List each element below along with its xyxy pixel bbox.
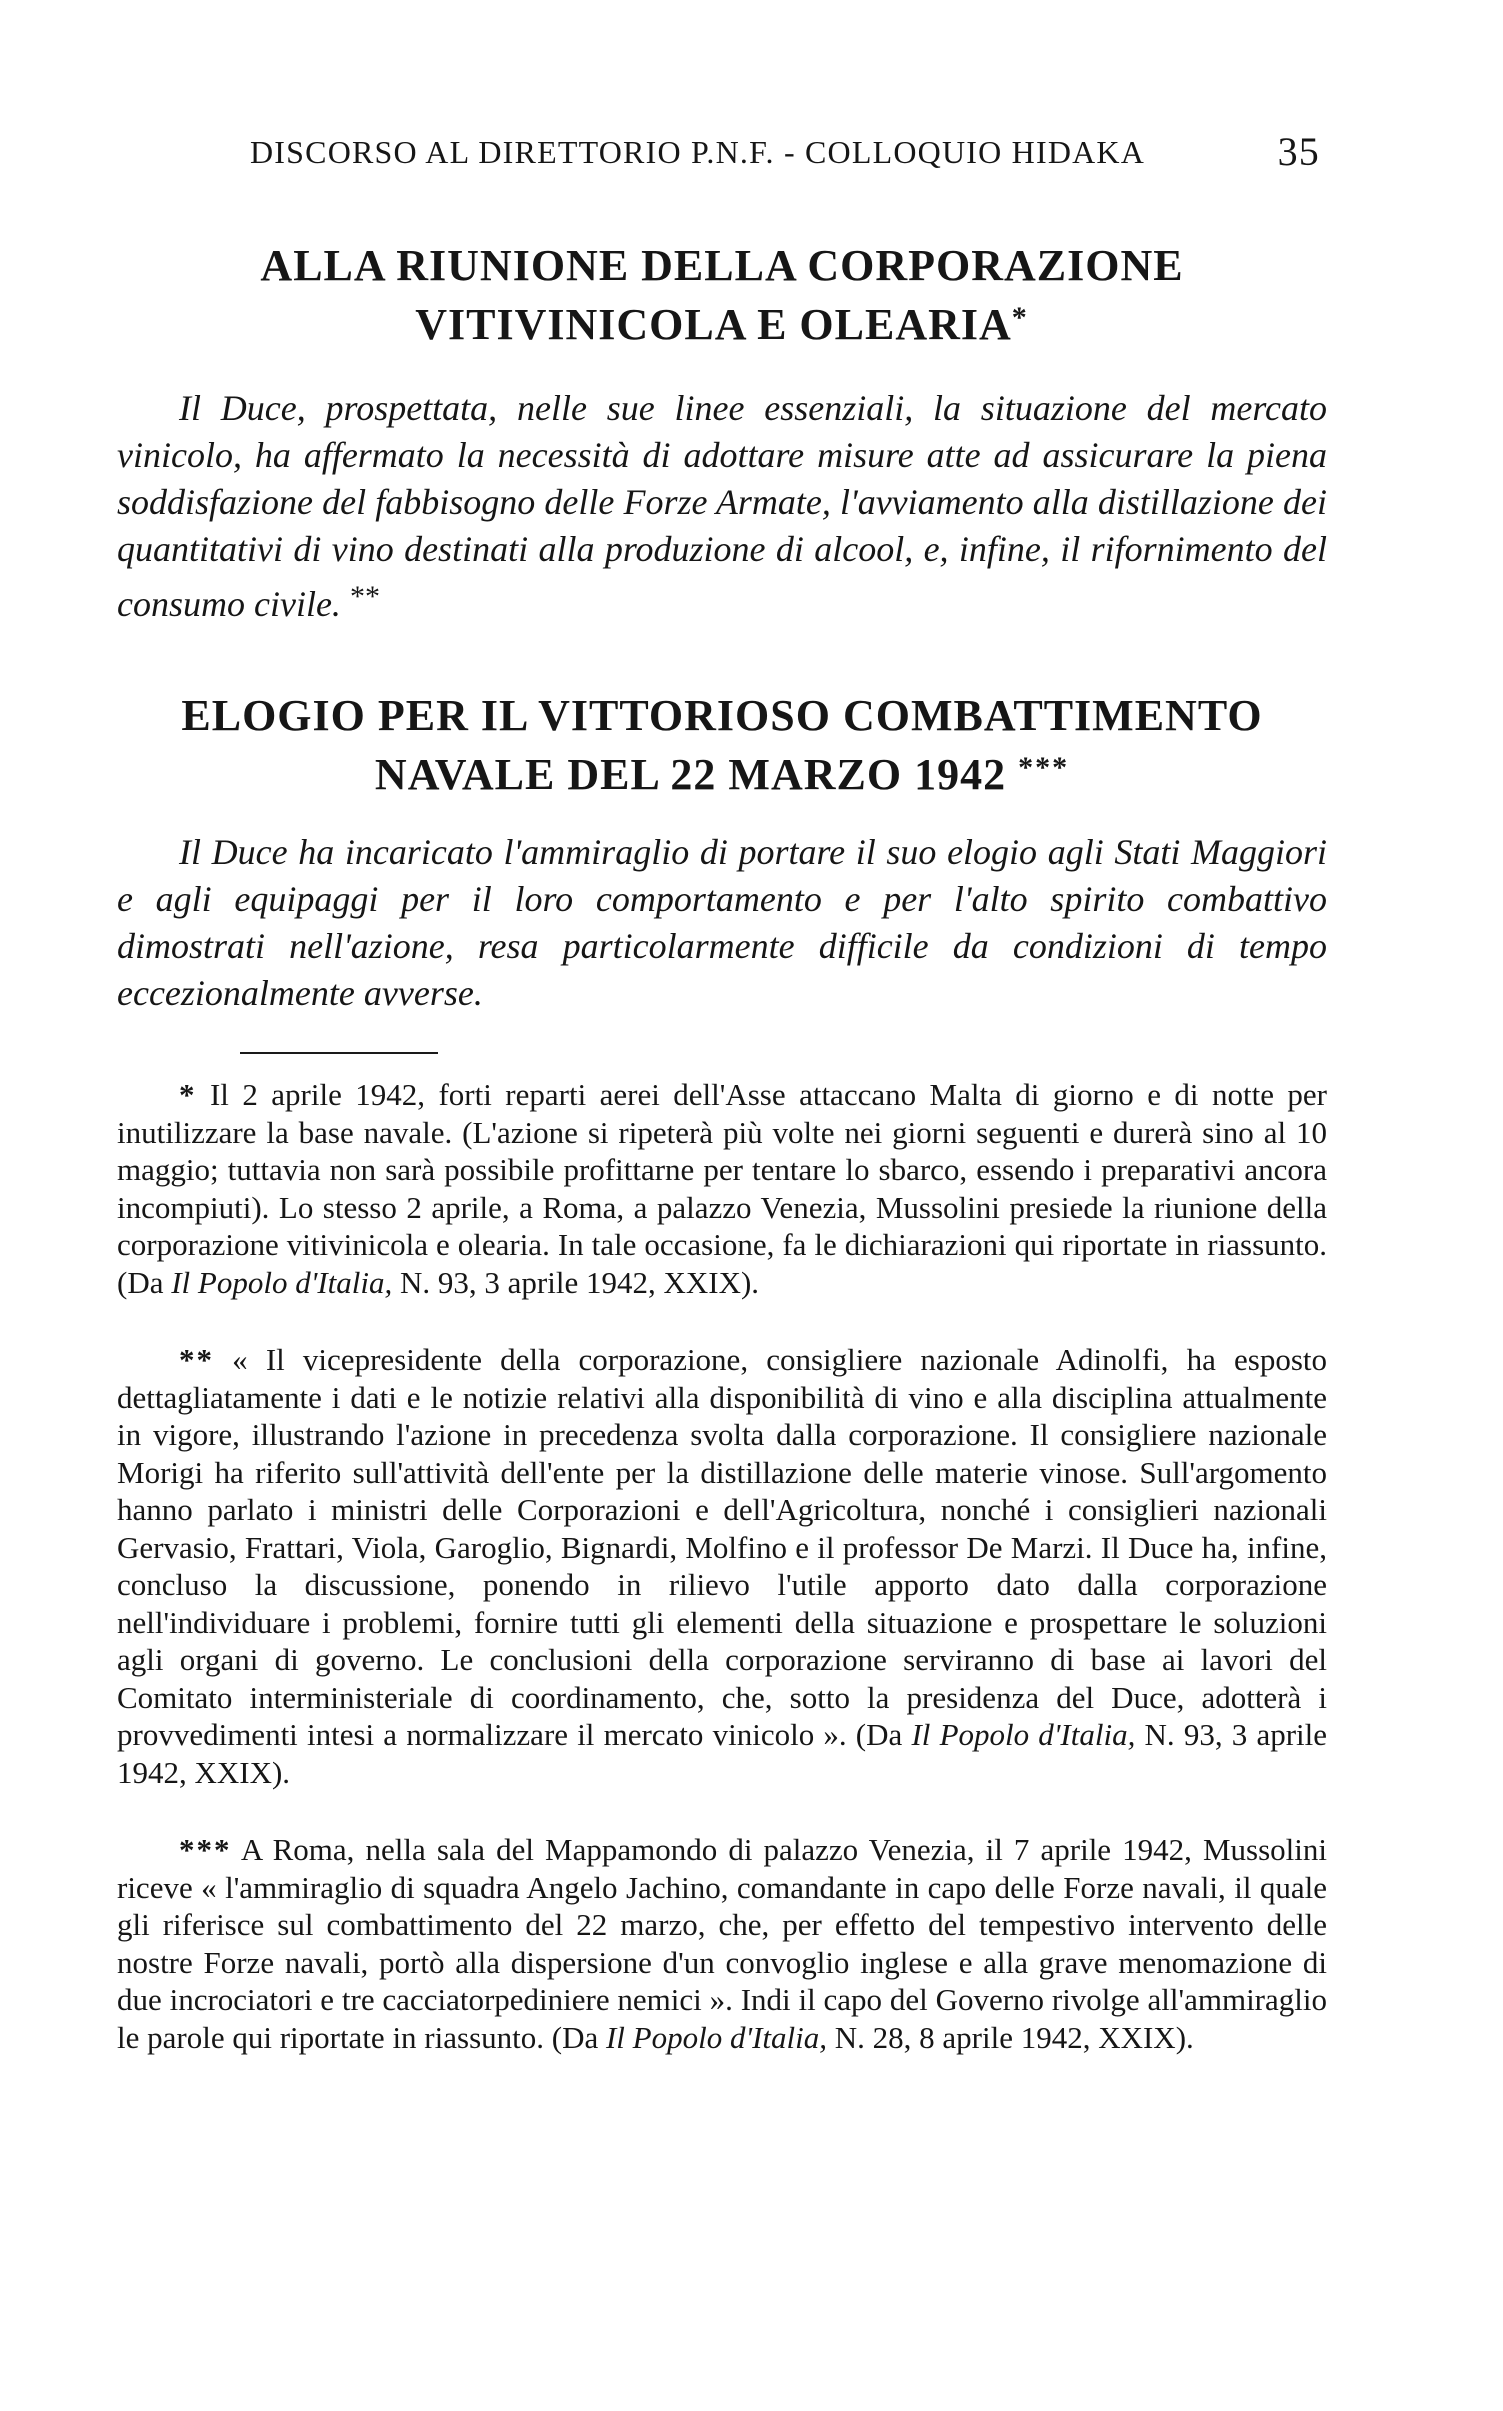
footnote	[117, 1341, 1327, 1791]
footnote-mark: *	[179, 1077, 197, 1112]
section-body	[117, 385, 1327, 628]
footnote-mark: **	[179, 1342, 214, 1377]
section-heading	[117, 690, 1327, 801]
body-text: Il Duce ha incaricato l'ammiraglio di portare il suo elogio agli Stati Maggiori e agli equipaggi per il loro comportamento e per l'alto spirito combattivo dimostrati nell'azione, resa particolarmente difficile da condizioni di tempo eccezionalmente avverse.	[117, 832, 1327, 1013]
section-heading	[117, 240, 1327, 351]
running-head	[250, 128, 1320, 178]
footnote-marker: **	[349, 580, 380, 613]
footnote-text: A Roma, nella sala del Mappamondo di palazzo Venezia, il 7 aprile 1942, Mussolini riceve « l'ammiraglio di squadra Angelo Jachino, comandante in capo delle Forze navali, il quale gli riferisce sul combattimento del 22 marzo, che, per effetto del tempestivo intervento delle nostre Forze navali, portò alla dispersione d'un convoglio inglese e alla grave menomazione di due incrociatori e tre cacciatorpediniere nemici ». Indi il capo del Governo rivolge all'ammiraglio le parole qui riportate in riassunto. (Da	[117, 1832, 1327, 2055]
page-number: 35	[1277, 129, 1320, 174]
footnote-tail: N. 93, 3 aprile 1942, XXIX).	[400, 1264, 760, 1300]
footnote-tail: N. 28, 8 aprile 1942, XXIX).	[834, 2019, 1194, 2055]
footnote-mark: ***	[179, 1832, 232, 1867]
section-elogio	[117, 690, 1327, 1017]
footnote-text: Il 2 aprile 1942, forti reparti aerei dell'Asse attaccano Malta di giorno e di notte per inutilizzare la base navale. (L'azione si ripeterà più volte nei giorni seguenti e durerà sino al 10 maggio; tuttavia non sarà possibile profittarne per tentare lo sbarco, essendo i preparativi ancora incompiuti). Lo stesso 2 aprile, a Roma, a palazzo Venezia, Mussolini presiede la riunione della corporazione vitivinicola e olearia. In tale occasione, fa le dichiarazioni qui riportate in riassunto. (Da	[117, 1077, 1327, 1300]
footnote-marker: *	[1011, 301, 1029, 334]
footnote-source: Il Popolo d'Italia,	[911, 1717, 1136, 1752]
running-head-title: DISCORSO AL DIRETTORIO P.N.F. - COLLOQUIO HIDAKA	[250, 134, 1146, 170]
footnote	[117, 1076, 1327, 1301]
footnote-divider	[240, 1052, 438, 1054]
heading-line: ALLA RIUNIONE DELLA CORPORAZIONE	[260, 241, 1184, 290]
footnote-source: Il Popolo d'Italia,	[171, 1264, 393, 1300]
footnote-tail: N. 93, 3 aprile 1942, XXIX).	[117, 1717, 1328, 1790]
footnotes	[117, 1076, 1327, 2056]
heading-line: VITIVINICOLA E OLEARIA	[415, 300, 1012, 349]
footnote-marker: ***	[1018, 751, 1070, 784]
heading-line: NAVALE DEL 22 MARZO 1942	[374, 750, 1007, 799]
footnote	[117, 1831, 1327, 2056]
section-body	[117, 829, 1327, 1017]
footnote-source: Il Popolo d'Italia,	[605, 2019, 827, 2055]
footnote-text: « Il vicepresidente della corporazione, consigliere nazionale Adinolfi, ha esposto dettagliatamente i dati e le notizie relativi alla disponibilità di vino e alla disciplina attualmente in vigore, illustrando l'azione in precedenza svolta dalla corporazione. Il consigliere nazionale Morigi ha riferito sull'attività dell'ente per la distillazione delle materie vinose. Sull'argomento hanno parlato i ministri delle Corporazioni e dell'Agricoltura, nonché i consiglieri nazionali Gervasio, Frattari, Viola, Garoglio, Bignardi, Molfino e il professor De Marzi. Il Duce ha, infine, concluso la discussione, ponendo in rilievo l'utile apporto dato dalla corporazione nell'individuare i problemi, fornire tutti gli elementi della situazione e prospettare le soluzioni agli organi di governo. Le conclusioni della corporazione serviranno di base ai lavori del Comitato interministeriale di coordinamento, che, sotto la presidenza del Duce, adotterà i provvedimenti intesi a normalizzare il mercato vinicolo ». (Da	[117, 1342, 1327, 1752]
body-text: Il Duce, prospettata, nelle sue linee essenziali, la situazione del mercato vinicolo, ha affermato la necessità di adottare misure atte ad assicurare la piena soddisfazione del fabbisogno delle Forze Armate, l'avviamento alla distillazione dei quantitativi di vino destinati alla produzione di alcool, e, infine, il rifornimento del consumo civile.	[117, 388, 1327, 624]
heading-line: ELOGIO PER IL VITTORIOSO COMBATTIMENTO	[181, 691, 1263, 740]
section-corporazione	[117, 240, 1327, 628]
